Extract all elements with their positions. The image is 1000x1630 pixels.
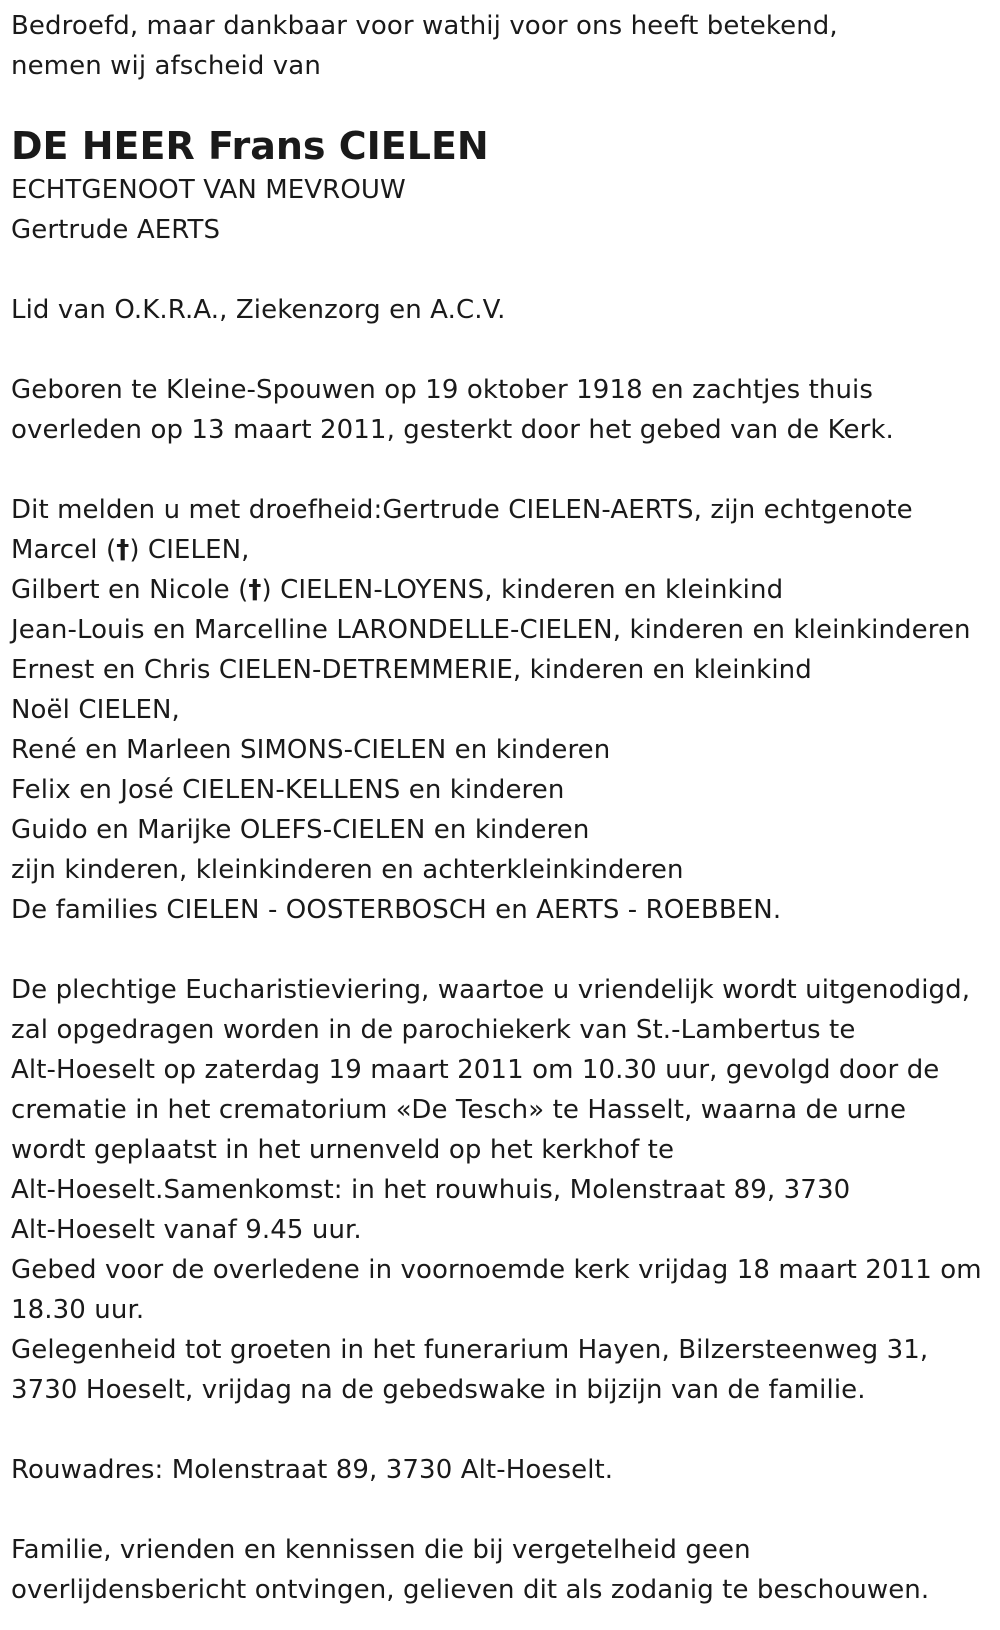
- spouse-line: ECHTGENOOT VAN MEVROUW: [11, 175, 406, 205]
- ceremony-line: Alt-Hoeselt vanaf 9.45 uur.: [11, 1215, 362, 1245]
- spacer: [11, 450, 996, 490]
- closing-paragraph: [11, 1530, 996, 1610]
- spouse-name: Gertrude AERTS: [11, 215, 221, 245]
- family-text: Marcel (: [11, 535, 117, 565]
- birth-death-paragraph: [11, 370, 996, 450]
- family-line: Jean-Louis en Marcelline LARONDELLE-CIELEN, kinderen en kleinkinderen: [11, 615, 971, 645]
- obituary-notice: [11, 6, 996, 1610]
- closing-line: Familie, vrienden en kennissen die bij vergetelheid geen: [11, 1535, 751, 1565]
- birth-death-line: overleden op 13 maart 2011, gesterkt door het gebed van de Kerk.: [11, 415, 894, 445]
- membership-line: Lid van O.K.R.A., Ziekenzorg en A.C.V.: [11, 295, 506, 325]
- family-line: [11, 530, 996, 570]
- family-line: Dit melden u met droefheid:Gertrude CIELEN-AERTS, zijn echtgenote: [11, 495, 913, 525]
- family-line: Noël CIELEN,: [11, 695, 180, 725]
- family-line: De families CIELEN - OOSTERBOSCH en AERTS - ROEBBEN.: [11, 895, 782, 925]
- address-line: Rouwadres: Molenstraat 89, 3730 Alt-Hoeselt.: [11, 1455, 614, 1485]
- family-line: Ernest en Chris CIELEN-DETREMMERIE, kinderen en kleinkind: [11, 655, 812, 685]
- family-line: René en Marleen SIMONS-CIELEN en kinderen: [11, 735, 611, 765]
- ceremony-line: Gelegenheid tot groeten in het funerarium Hayen, Bilzersteenweg 31,: [11, 1335, 929, 1365]
- spacer: [11, 1410, 996, 1450]
- family-text: ) CIELEN,: [129, 535, 250, 565]
- ceremony-line: wordt geplaatst in het urnenveld op het kerkhof te: [11, 1135, 675, 1165]
- family-line: zijn kinderen, kleinkinderen en achterkleinkinderen: [11, 855, 684, 885]
- intro-paragraph: [11, 6, 996, 86]
- ceremony-line: De plechtige Eucharistieviering, waartoe u vriendelijk wordt uitgenodigd,: [11, 975, 971, 1005]
- ceremony-line: zal opgedragen worden in de parochiekerk van St.-Lambertus te: [11, 1015, 856, 1045]
- birth-death-line: Geboren te Kleine-Spouwen op 19 oktober 1918 en zachtjes thuis: [11, 375, 874, 405]
- intro-line: Bedroefd, maar dankbaar voor wathij voor ons heeft betekend,: [11, 11, 838, 41]
- family-line: Guido en Marijke OLEFS-CIELEN en kinderen: [11, 815, 590, 845]
- ceremony-line: 3730 Hoeselt, vrijdag na de gebedswake in bijzijn van de familie.: [11, 1375, 866, 1405]
- family-line: Felix en José CIELEN-KELLENS en kinderen: [11, 775, 565, 805]
- closing-line: overlijdensbericht ontvingen, gelieven dit als zodanig te beschouwen.: [11, 1575, 930, 1605]
- ceremony-line: 18.30 uur.: [11, 1295, 145, 1325]
- cross-icon: †: [116, 535, 130, 565]
- ceremony-line: Alt-Hoeselt op zaterdag 19 maart 2011 om 10.30 uur, gevolgd door de: [11, 1055, 940, 1085]
- ceremony-paragraph: [11, 970, 996, 1410]
- intro-line: nemen wij afscheid van: [11, 51, 321, 81]
- ceremony-line: Alt-Hoeselt.Samenkomst: in het rouwhuis, Molenstraat 89, 3730: [11, 1175, 851, 1205]
- family-line: [11, 570, 996, 610]
- family-text: ) CIELEN-LOYENS, kinderen en kleinkind: [261, 575, 784, 605]
- cross-icon: †: [248, 575, 262, 605]
- deceased-name: DE HEER Frans CIELEN: [11, 124, 489, 168]
- ceremony-line: Gebed voor de overledene in voornoemde kerk vrijdag 18 maart 2011 om: [11, 1255, 982, 1285]
- spacer: [11, 250, 996, 290]
- family-text: Gilbert en Nicole (: [11, 575, 249, 605]
- spacer: [11, 930, 996, 970]
- spacer: [11, 330, 996, 370]
- family-list: [11, 490, 996, 930]
- spacer: [11, 1490, 996, 1530]
- ceremony-line: crematie in het crematorium «De Tesch» te Hasselt, waarna de urne: [11, 1095, 907, 1125]
